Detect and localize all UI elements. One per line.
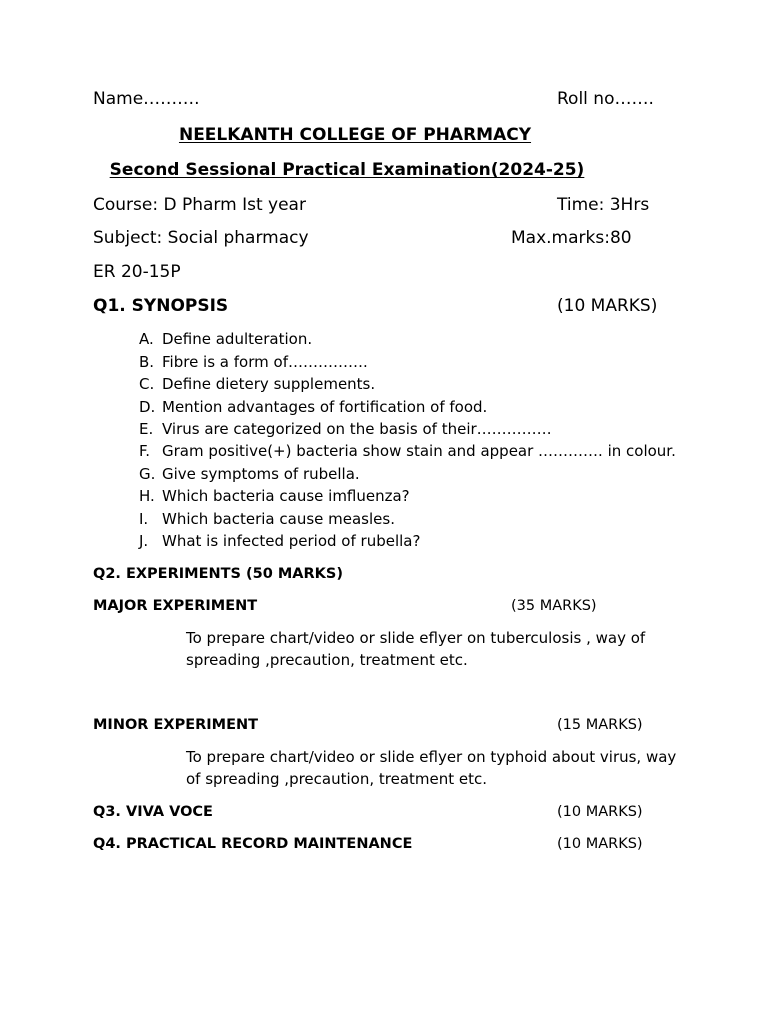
list-item-text: Which bacteria cause imfluenza?: [162, 487, 410, 505]
major-experiment-title: MAJOR EXPERIMENT: [93, 598, 258, 614]
list-item-letter: B.: [139, 353, 155, 371]
q1-marks: (10 MARKS): [557, 296, 658, 316]
major-experiment-marks: (35 MARKS): [511, 598, 597, 614]
list-item-letter: I.: [139, 510, 149, 528]
course-code: ER 20-15P: [93, 262, 181, 282]
college-name: NEELKANTH COLLEGE OF PHARMACY: [178, 125, 532, 145]
list-item-letter: G.: [139, 465, 156, 483]
list-item-text: Virus are categorized on the basis of their……………: [162, 420, 552, 438]
list-item-letter: C.: [139, 375, 155, 393]
minor-experiment-title: MINOR EXPERIMENT: [93, 717, 259, 733]
subject-label: Subject: Social pharmacy: [93, 228, 309, 248]
list-item-letter: F.: [139, 442, 150, 460]
list-item-letter: D.: [139, 398, 156, 416]
list-item-text: Mention advantages of fortification of food.: [162, 398, 488, 416]
time-label: Time: 3Hrs: [557, 195, 650, 215]
q3-title: Q3. VIVA VOCE: [93, 804, 213, 820]
list-item-letter: J.: [139, 532, 149, 550]
roll-no-label: Roll no…….: [557, 89, 654, 109]
list-item-text: Gram positive(+) bacteria show stain and appear …………. in colour.: [162, 442, 676, 460]
list-item-text: Which bacteria cause measles.: [162, 510, 395, 528]
major-experiment-description: To prepare chart/video or slide eflyer on tuberculosis , way of spreading ,precaution, treatment etc.: [186, 629, 646, 669]
q4-marks: (10 MARKS): [557, 836, 643, 852]
q4-title: Q4. PRACTICAL RECORD MAINTENANCE: [93, 836, 413, 852]
list-item-text: What is infected period of rubella?: [162, 532, 421, 550]
name-label: Name……….: [93, 89, 200, 109]
max-marks-label: Max.marks:80: [511, 228, 632, 248]
list-item-text: Fibre is a form of…………….: [162, 353, 368, 371]
minor-experiment-marks: (15 MARKS): [557, 717, 643, 733]
q2-title: Q2. EXPERIMENTS (50 MARKS): [93, 566, 343, 582]
list-item-letter: E.: [139, 420, 154, 438]
q3-marks: (10 MARKS): [557, 804, 643, 820]
q1-title: Q1. SYNOPSIS: [93, 296, 229, 316]
list-item-text: Define dietery supplements.: [162, 375, 376, 393]
course-label: Course: D Pharm Ist year: [93, 195, 306, 215]
list-item-letter: H.: [139, 487, 155, 505]
list-item-text: Give symptoms of rubella.: [162, 465, 360, 483]
exam-title: Second Sessional Practical Examination(2024-25): [109, 160, 585, 180]
list-item-text: Define adulteration.: [162, 330, 313, 348]
minor-experiment-description: To prepare chart/video or slide eflyer on typhoid about virus, way of spreading ,precaution, treatment etc.: [186, 748, 677, 788]
list-item-letter: A.: [139, 330, 154, 348]
